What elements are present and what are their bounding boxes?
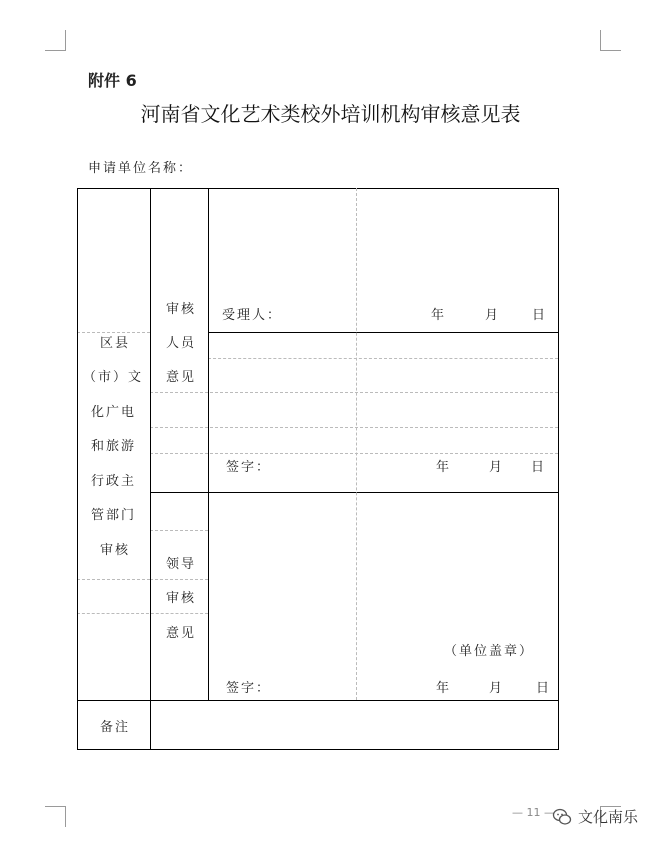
dept-label-line: （市）文 <box>83 370 144 385</box>
leader-opinion-label: 领导 <box>166 557 197 572</box>
grid-line <box>356 188 357 700</box>
grid-line <box>150 530 208 531</box>
staff-opinion-label: 审核 <box>166 302 197 317</box>
corner-mark-top-left <box>45 30 66 51</box>
corner-mark-bottom-left <box>45 806 66 827</box>
seal-label: （单位盖章） <box>444 644 535 659</box>
watermark-text: 文化南乐 <box>578 808 639 826</box>
page-number: — 11 — <box>512 806 555 819</box>
grid-line <box>77 579 150 580</box>
date-day: 日 <box>532 308 548 323</box>
table-border-right <box>558 188 559 750</box>
grid-line <box>150 579 208 580</box>
staff-opinion-label: 意见 <box>166 370 197 385</box>
applicant-name-label: 申请单位名称： <box>88 161 194 176</box>
grid-line <box>150 392 558 393</box>
column-divider <box>150 188 151 750</box>
staff-sign-label: 签字： <box>226 460 272 475</box>
section-divider <box>150 492 558 493</box>
attachment-label: 附件 6 <box>88 71 137 90</box>
date-month: 月 <box>489 460 505 475</box>
dept-label-line: 管部门 <box>91 508 137 523</box>
dept-label-line: 和旅游 <box>91 439 137 454</box>
date-year: 年 <box>436 460 452 475</box>
wechat-icon <box>552 807 572 827</box>
date-year: 年 <box>436 681 452 696</box>
leader-sign-label: 签字： <box>226 681 272 696</box>
grid-line <box>150 453 558 454</box>
page-title: 河南省文化艺术类校外培训机构审核意见表 <box>140 102 521 126</box>
date-month: 月 <box>489 681 505 696</box>
date-year: 年 <box>431 308 447 323</box>
table-border-left <box>77 188 78 750</box>
leader-opinion-label: 意见 <box>166 626 197 641</box>
corner-mark-top-right <box>600 30 621 51</box>
grid-line <box>77 613 208 614</box>
watermark <box>552 806 638 827</box>
date-month: 月 <box>485 308 501 323</box>
dept-label-line: 化广电 <box>91 405 137 420</box>
column-divider <box>208 188 209 700</box>
grid-line <box>150 427 558 428</box>
date-day: 日 <box>531 460 547 475</box>
dept-label-line: 区县 <box>100 336 131 351</box>
leader-opinion-label: 审核 <box>166 591 197 606</box>
receiver-label: 受理人： <box>222 308 283 323</box>
dept-label-line: 行政主 <box>91 474 137 489</box>
date-day: 日 <box>536 681 552 696</box>
staff-opinion-label: 人员 <box>166 336 197 351</box>
dept-label-line: 审核 <box>100 543 131 558</box>
remarks-label: 备注 <box>100 720 131 735</box>
row-divider <box>208 332 558 333</box>
grid-line <box>208 358 558 359</box>
